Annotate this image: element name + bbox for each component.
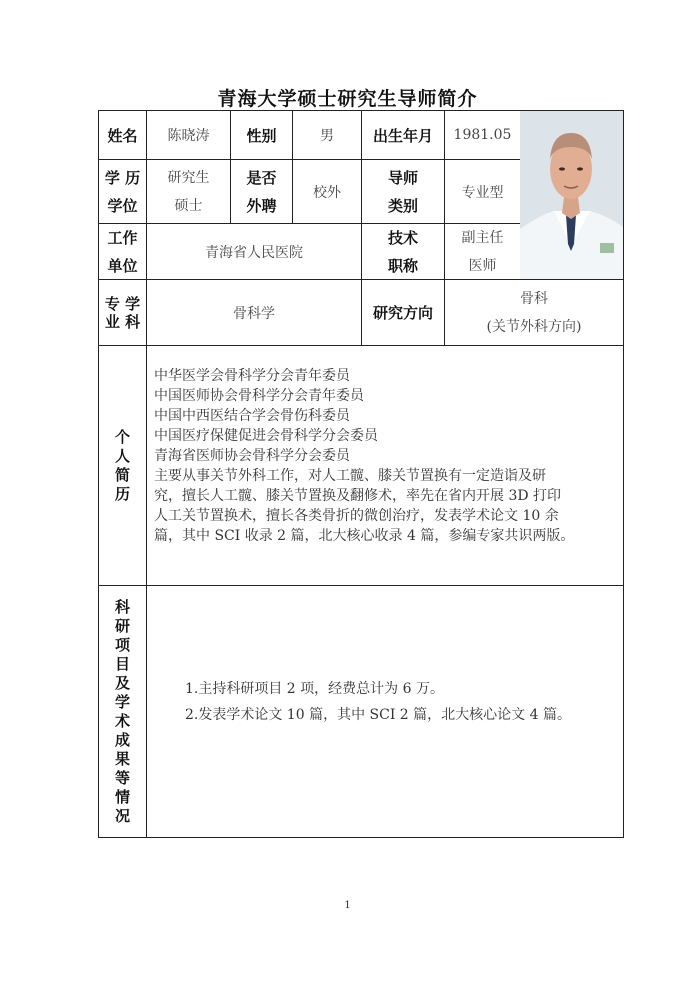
professional-title-value	[445, 224, 520, 279]
resume-line: 篇，其中 SCI 收录 2 篇，北大核心收录 4 篇，参编专家共识两版。	[154, 528, 575, 544]
gender-value: 男	[320, 128, 334, 144]
research-label-char: 情	[114, 787, 130, 806]
resume-label-char: 简	[114, 465, 130, 484]
resume-label-char: 个	[114, 427, 130, 446]
birth-label: 出生年月	[372, 126, 433, 145]
research-label-char: 况	[114, 806, 130, 825]
external-label-line2: 外聘	[246, 196, 277, 215]
achievement-line: 1.主持科研项目 2 项，经费总计为 6 万。	[185, 681, 444, 697]
major-label-line1: 专 学	[104, 294, 141, 313]
supervisor-type-label	[362, 160, 444, 223]
professional-title-label-line1: 技术	[387, 228, 418, 247]
resume-line: 究，擅长人工髋、膝关节置换及翻修术，率先在省内开展 3D 打印	[154, 488, 562, 504]
name-value: 陈晓涛	[167, 128, 210, 144]
birth-value: 1981.05	[453, 127, 512, 143]
work-unit-label-line1: 工作	[107, 228, 138, 247]
research-label-char: 等	[114, 768, 130, 787]
research-direction-value	[445, 280, 623, 345]
external-value: 校外	[313, 184, 341, 201]
page-title: 青海大学硕士研究生导师简介	[217, 88, 478, 110]
resume-label-char: 历	[114, 484, 130, 503]
work-unit-label-line2: 单位	[107, 256, 138, 275]
resume-line: 人工关节置换术，擅长各类骨折的微创治疗，发表学术论文 10 余	[154, 508, 559, 524]
resume-line: 中国医师协会骨科学分会青年委员	[154, 388, 364, 404]
supervisor-type-label-line1: 导师	[387, 168, 418, 187]
professional-title-label-line2: 职称	[387, 256, 418, 275]
external-label	[231, 160, 292, 223]
gender-label: 性别	[246, 126, 277, 145]
education-label-line1: 学 历	[104, 168, 141, 187]
research-direction-value-line1: 骨科	[520, 290, 548, 307]
education-label-line2: 学位	[107, 196, 138, 215]
research-label-char: 项	[114, 635, 130, 654]
research-label-char: 成	[114, 730, 130, 749]
supervisor-type-value: 专业型	[461, 184, 504, 201]
work-unit-value: 青海省人民医院	[205, 244, 303, 261]
resume-line: 青海省医师协会骨科学分会委员	[154, 448, 350, 464]
resume-label-char: 人	[114, 446, 130, 465]
research-label-char: 果	[114, 749, 130, 768]
resume-line: 中华医学会骨科学分会青年委员	[154, 368, 350, 384]
research-label-char: 科	[114, 597, 130, 616]
professional-title-value-line1: 副主任	[461, 229, 504, 246]
research-label-char: 目	[114, 654, 130, 673]
research-achievements-label	[99, 586, 146, 837]
research-direction-label: 研究方向	[372, 304, 433, 322]
external-label-line1: 是否	[246, 168, 277, 187]
education-label	[99, 160, 146, 223]
resume-line: 主要从事关节外科工作，对人工髋、膝关节置换有一定造诣及研	[154, 468, 546, 484]
achievement-line: 2.发表学术论文 10 篇，其中 SCI 2 篇，北大核心论文 4 篇。	[185, 707, 571, 723]
work-unit-label	[99, 224, 146, 279]
education-value	[147, 160, 230, 223]
page-number: 1	[344, 900, 351, 911]
major-value: 骨科学	[233, 305, 275, 322]
education-value-line1: 研究生	[167, 169, 210, 186]
education-value-line2: 硕士	[174, 197, 203, 214]
major-label	[99, 280, 146, 345]
major-label-line2: 业 科	[104, 312, 141, 331]
research-label-char: 研	[114, 616, 130, 635]
name-label: 姓名	[107, 126, 138, 145]
research-label-char: 学	[114, 692, 130, 711]
research-direction-value-line2: (关节外科方向)	[486, 318, 582, 335]
professional-title-label	[362, 224, 444, 279]
professional-title-value-line2: 医师	[468, 257, 497, 274]
research-label-char: 术	[114, 711, 130, 730]
resume-line: 中国医疗保健促进会骨科学分会委员	[154, 428, 378, 444]
research-achievements-content	[185, 676, 571, 728]
resume-label	[99, 346, 146, 585]
resume-content	[154, 366, 620, 546]
resume-line: 中国中西医结合学会骨伤科委员	[154, 408, 350, 424]
portrait-photo	[520, 111, 623, 279]
research-label-char: 及	[114, 673, 130, 692]
supervisor-type-label-line2: 类别	[387, 196, 418, 215]
